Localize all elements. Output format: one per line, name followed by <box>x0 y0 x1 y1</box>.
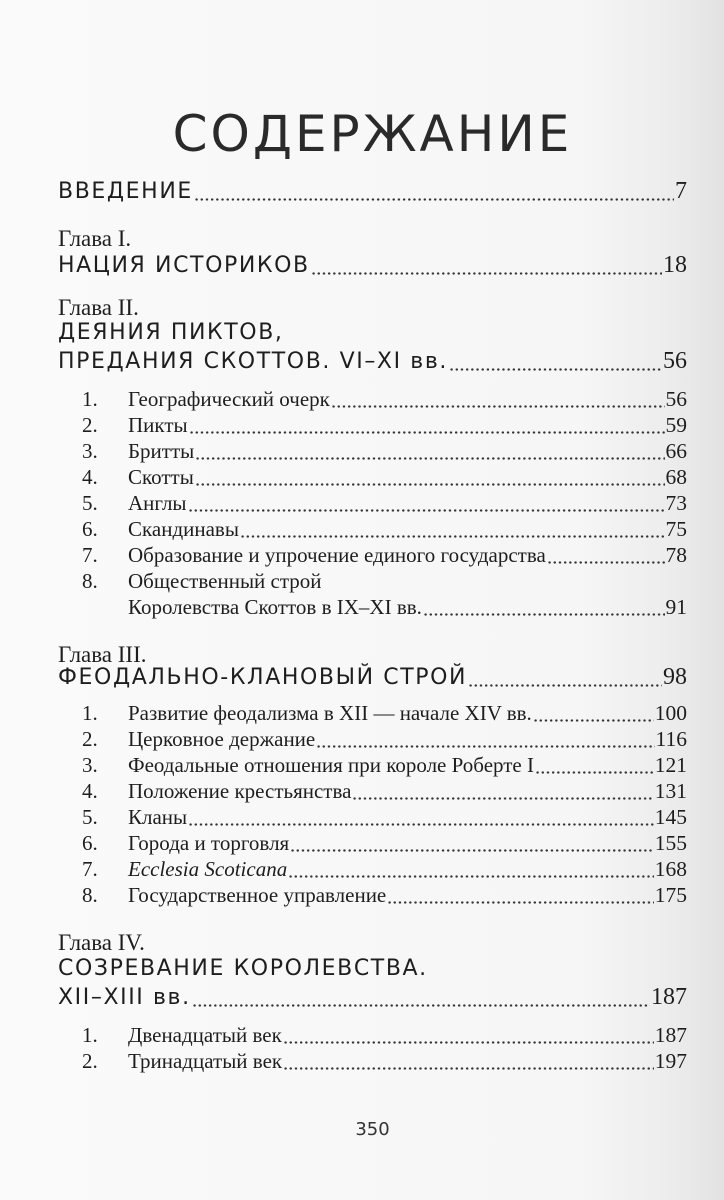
section-number: 8. <box>82 569 98 593</box>
entry-page-number: 7 <box>675 178 687 204</box>
toc-entry-introduction[interactable] <box>58 177 687 205</box>
section-number: 6. <box>82 517 98 541</box>
section-page-number: 75 <box>665 517 687 541</box>
section-page-number: 100 <box>654 701 687 725</box>
toc-entry-section[interactable] <box>82 699 687 727</box>
section-page-number: 78 <box>665 543 687 567</box>
toc-entry-chapter-heading[interactable] <box>58 347 687 375</box>
dot-leader <box>192 983 650 1011</box>
section-title: Церковное держание <box>128 727 316 751</box>
dot-leader <box>288 855 654 883</box>
section-page-number: 145 <box>654 805 687 829</box>
section-page-number: 59 <box>665 413 687 437</box>
dot-leader <box>468 663 662 691</box>
section-title: Пикты <box>128 413 188 437</box>
dot-leader <box>311 251 662 279</box>
page-number: 350 <box>355 1119 390 1140</box>
toc-entry-section[interactable] <box>82 1021 687 1049</box>
toc-entry-section[interactable] <box>82 463 687 491</box>
entry-title: ДЕЯНИЯ ПИКТОВ, <box>58 320 284 345</box>
section-page-number: 91 <box>665 595 687 619</box>
dot-leader <box>195 437 664 465</box>
toc-entry-section[interactable] <box>82 803 687 831</box>
dot-leader <box>283 1047 654 1075</box>
section-number: 4. <box>82 465 98 489</box>
entry-title: ВВЕДЕНИЕ <box>58 179 193 204</box>
section-number: 6. <box>82 831 98 855</box>
section-page-number: 73 <box>665 491 687 515</box>
toc-entry-section[interactable] <box>82 777 687 805</box>
section-title: Тринадцатый век <box>128 1049 283 1073</box>
dot-leader <box>547 541 665 569</box>
toc-entry-chapter-heading[interactable] <box>58 319 687 347</box>
section-title: Государственное управление <box>128 883 387 907</box>
entry-title: XII–XIII вв. <box>58 985 191 1010</box>
section-page-number: 155 <box>654 831 687 855</box>
section-number: 3. <box>82 753 98 777</box>
section-page-number: 187 <box>654 1023 687 1047</box>
section-number: 1. <box>82 387 98 411</box>
entry-page-number: 18 <box>663 252 687 278</box>
toc-page <box>58 0 687 1200</box>
section-title: Города и торговля <box>128 831 290 855</box>
dot-leader <box>195 463 665 491</box>
section-number: 5. <box>82 805 98 829</box>
entry-page-number: 56 <box>663 348 687 374</box>
section-page-number: 197 <box>654 1049 687 1073</box>
toc-entry-chapter-heading[interactable] <box>58 983 687 1011</box>
section-number: 1. <box>82 1023 98 1047</box>
section-title: Скандинавы <box>128 517 239 541</box>
toc-entry-chapter-heading[interactable] <box>58 663 687 691</box>
section-number: 5. <box>82 491 98 515</box>
section-number: 2. <box>82 727 98 751</box>
toc-entry-section[interactable] <box>82 855 687 883</box>
toc-entry-chapter-heading[interactable] <box>58 251 687 279</box>
toc-entry-section[interactable] <box>82 751 687 779</box>
chapter-label: Глава I. <box>58 226 132 251</box>
toc-entry-section[interactable] <box>82 881 687 909</box>
dot-leader <box>290 829 654 857</box>
dot-leader <box>331 385 665 413</box>
section-title: Ecclesia Scoticana <box>128 857 288 881</box>
section-title: Развитие феодализма в XII — начале XIV вв. <box>128 701 532 725</box>
section-title: Королевства Скоттов в IX–XI вв. <box>128 595 422 619</box>
section-title: Кланы <box>128 805 188 829</box>
section-page-number: 168 <box>654 857 687 881</box>
entry-title: СОЗРЕВАНИЕ КОРОЛЕВСТВА. <box>58 956 428 981</box>
section-page-number: 56 <box>665 387 687 411</box>
toc-entry-section[interactable] <box>82 541 687 569</box>
entry-title: НАЦИЯ ИСТОРИКОВ <box>58 253 310 278</box>
section-title: Географический очерк <box>128 387 330 411</box>
section-number: 7. <box>82 857 98 881</box>
toc-entry-section[interactable] <box>82 593 687 621</box>
section-title: Положение крестьянства <box>128 779 352 803</box>
section-number: 2. <box>82 413 98 437</box>
dot-leader <box>449 347 662 375</box>
section-number: 1. <box>82 701 98 725</box>
toc-entry-section[interactable] <box>82 829 687 857</box>
chapter-label: Глава II. <box>58 295 139 320</box>
section-page-number: 121 <box>654 753 687 777</box>
section-page-number: 131 <box>654 779 687 803</box>
section-page-number: 175 <box>654 883 687 907</box>
toc-entry-section[interactable] <box>82 725 687 753</box>
dot-leader <box>352 777 653 805</box>
toc-entry-section[interactable] <box>82 567 687 595</box>
entry-title: ФЕОДАЛЬНО-КЛАНОВЫЙ СТРОЙ <box>58 665 468 690</box>
section-page-number: 66 <box>665 439 687 463</box>
dot-leader <box>188 803 654 831</box>
section-title: Англы <box>128 491 187 515</box>
dot-leader <box>194 177 674 205</box>
dot-leader <box>316 725 654 753</box>
dot-leader <box>423 593 665 621</box>
toc-entry-section[interactable] <box>82 385 687 413</box>
page-title: СОДЕРЖАНИЕ <box>172 105 573 163</box>
toc-entry-section[interactable] <box>82 411 687 439</box>
section-number: 7. <box>82 543 98 567</box>
dot-leader <box>387 881 653 909</box>
dot-leader <box>535 751 654 779</box>
dot-leader <box>240 515 665 543</box>
entry-page-number: 98 <box>663 664 687 690</box>
section-title: Общественный строй <box>128 569 322 593</box>
section-number: 2. <box>82 1049 98 1073</box>
section-title: Двенадцатый век <box>128 1023 282 1047</box>
toc-entry-section[interactable] <box>82 437 687 465</box>
section-number: 8. <box>82 883 98 907</box>
toc-entry-chapter-heading[interactable] <box>58 955 687 983</box>
section-number: 4. <box>82 779 98 803</box>
section-page-number: 116 <box>655 727 687 751</box>
dot-leader <box>188 489 665 517</box>
dot-leader <box>283 1021 654 1049</box>
section-title: Образование и упрочение единого государства <box>128 543 546 567</box>
dot-leader <box>533 699 654 727</box>
toc-entry-section[interactable] <box>82 515 687 543</box>
section-number: 3. <box>82 439 98 463</box>
toc-entry-section[interactable] <box>82 489 687 517</box>
section-page-number: 68 <box>665 465 687 489</box>
section-title: Скотты <box>128 465 194 489</box>
entry-page-number: 187 <box>651 984 687 1010</box>
chapter-label: Глава IV. <box>58 930 145 955</box>
toc-entry-section[interactable] <box>82 1047 687 1075</box>
dot-leader <box>189 411 665 439</box>
section-title: Бритты <box>128 439 195 463</box>
section-title: Феодальные отношения при короле Роберте I <box>128 753 534 777</box>
chapter-label: Глава III. <box>58 642 147 667</box>
entry-title: ПРЕДАНИЯ СКОТТОВ. VI–XI вв. <box>58 349 449 374</box>
